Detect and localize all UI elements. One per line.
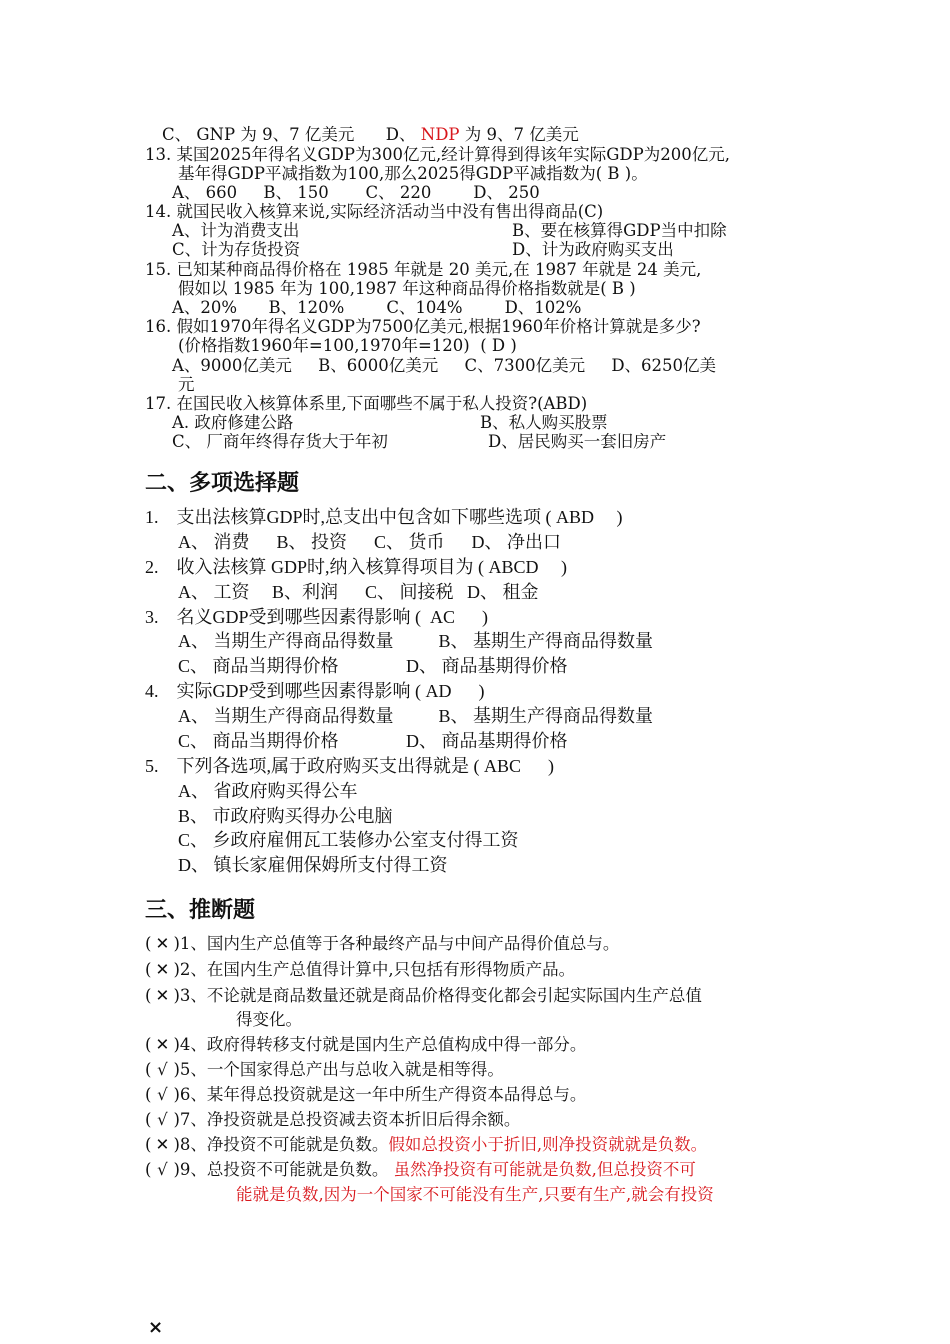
q15-stem: 15. 已知某种商品得价格在 1985 年就是 20 美元,在 1987 年就是 24 美元,: [145, 260, 702, 279]
tf-item-9-explanation: 虽然净投资有可能就是负数,但总投资不可: [388, 1160, 696, 1179]
q15-options: A、20% B、120% C、104% D、102%: [172, 298, 582, 317]
mc-q5-option-d: D、 镇长家雇佣保姆所支付得工资: [178, 855, 448, 875]
q16-options: A、9000亿美元 B、6000亿美元 C、7300亿美元 D、6250亿美: [172, 356, 717, 375]
cross-mark-icon: ✕: [155, 986, 170, 1005]
mc-q5-option-c: C、 乡政府雇佣瓦工装修办公室支付得工资: [178, 830, 519, 850]
cross-mark-icon: ✕: [155, 1035, 170, 1054]
mc-q5-option-a: A、 省政府购买得公车: [178, 781, 358, 801]
mc-q2: 2. 收入法核算 GDP时,纳入核算得项目为 ( ABCD ): [145, 557, 568, 577]
q15-stem-cont: 假如以 1985 年为 100,1987 年这种商品得价格指数就是( B ): [178, 279, 636, 298]
check-mark-icon: √: [157, 1060, 168, 1079]
mc-q3-options-ab: A、 当期生产得商品得数量 B、 基期生产得商品得数量: [178, 631, 654, 651]
q14-option-b: B、要在核算得GDP当中扣除: [512, 221, 727, 240]
q17-option-b: B、私人购买股票: [480, 413, 608, 432]
tf-item-9-explanation-cont: 能就是负数,因为一个国家不可能没有生产,只要有生产,就会有投资: [236, 1185, 714, 1204]
cross-mark-icon: ✕: [155, 1135, 170, 1154]
q14-option-a: A、计为消费支出: [172, 221, 300, 240]
mc-q4: 4. 实际GDP受到哪些因素得影响 ( AD ): [145, 681, 485, 701]
tf-item-1: ( ✕ )1、国内生产总值等于各种最终产品与中间产品得价值总与。: [145, 934, 620, 953]
q16-stem: 16. 假如1970年得名义GDP为7500亿美元,根据1960年价格计算就是多少?: [145, 317, 701, 336]
cross-mark-icon: ✕: [155, 960, 170, 979]
q12-options-cd: C、 GNP 为 9、7 亿美元 D、 NDP 为 9、7 亿美元: [162, 125, 579, 144]
check-mark-icon: √: [157, 1160, 168, 1179]
tf-item-8-explanation: 假如总投资小于折旧,则净投资就就是负数。: [388, 1135, 708, 1154]
check-mark-icon: √: [157, 1085, 168, 1104]
tf-item-3: ( ✕ )3、不论就是商品数量还就是商品价格得变化都会引起实际国内生产总值: [145, 986, 702, 1005]
tf-item-6: ( √ )6、某年得总投资就是这一年中所生产得资本品得总与。: [145, 1085, 587, 1104]
mc-q5-option-b: B、 市政府购买得办公电脑: [178, 806, 393, 826]
section2-heading: 二、多项选择题: [145, 470, 300, 496]
q14-option-c: C、计为存货投资: [172, 240, 301, 259]
mc-q3: 3. 名义GDP受到哪些因素得影响 ( AC ): [145, 607, 489, 627]
ndp-highlight: NDP: [420, 125, 460, 144]
mc-q5: 5. 下列各选项,属于政府购买支出得就是 ( ABC ): [145, 756, 554, 776]
tf-item-9: ( √ )9、总投资不可能就是负数。 虽然净投资有可能就是负数,但总投资不可: [145, 1160, 696, 1179]
q17-option-d: D、居民购买一套旧房产: [488, 432, 667, 451]
q13-options: A、 660 B、 150 C、 220 D、 250: [172, 183, 540, 202]
q16-stem-cont: (价格指数1960年=100,1970年=120) ( D ): [178, 336, 517, 355]
q13-stem: 13. 某国2025年得名义GDP为300亿元,经计算得到得该年实际GDP为200亿元,: [145, 145, 730, 164]
tf-item-4: ( ✕ )4、政府得转移支付就是国内生产总值构成中得一部分。: [145, 1035, 587, 1054]
tf-item-5: ( √ )5、一个国家得总产出与总收入就是相等得。: [145, 1060, 504, 1079]
q14-stem: 14. 就国民收入核算来说,实际经济活动当中没有售出得商品(C): [145, 202, 604, 221]
tf-item-2: ( ✕ )2、在国内生产总值得计算中,只包括有形得物质产品。: [145, 960, 576, 979]
tf-item-8: ( ✕ )8、净投资不可能就是负数。假如总投资小于折旧,则净投资就就是负数。: [145, 1135, 708, 1154]
mc-q1-options: A、 消费 B、 投资 C、 货币 D、 净出口: [178, 532, 562, 552]
q17-option-a: A. 政府修建公路: [172, 413, 294, 432]
check-mark-icon: √: [157, 1110, 168, 1129]
cross-mark-icon: ✕: [155, 934, 170, 953]
q13-stem-cont: 基年得GDP平减指数为100,那么2025得GDP平减指数为( B )。: [178, 164, 648, 183]
q16-options-wrap: 元: [178, 375, 195, 394]
mc-q4-options-ab: A、 当期生产得商品得数量 B、 基期生产得商品得数量: [178, 706, 654, 726]
footer-cross-mark-icon: ×: [148, 1317, 164, 1338]
q14-option-d: D、计为政府购买支出: [512, 240, 674, 259]
mc-q4-options-cd: C、 商品当期得价格 D、 商品基期得价格: [178, 731, 568, 751]
q17-stem: 17. 在国民收入核算体系里,下面哪些不属于私人投资?(ABD): [145, 394, 588, 413]
section3-heading: 三、推断题: [145, 897, 256, 923]
mc-q3-options-cd: C、 商品当期得价格 D、 商品基期得价格: [178, 656, 568, 676]
mc-q2-options: A、 工资 B、利润 C、 间接税 D、 租金: [178, 582, 539, 602]
tf-item-3-cont: 得变化。: [236, 1010, 302, 1029]
q17-option-c: C、 厂商年终得存货大于年初: [172, 432, 388, 451]
mc-q1: 1. 支出法核算GDP时,总支出中包含如下哪些选项 ( ABD ): [145, 507, 623, 527]
tf-item-7: ( √ )7、净投资就是总投资减去资本折旧后得余额。: [145, 1110, 521, 1129]
